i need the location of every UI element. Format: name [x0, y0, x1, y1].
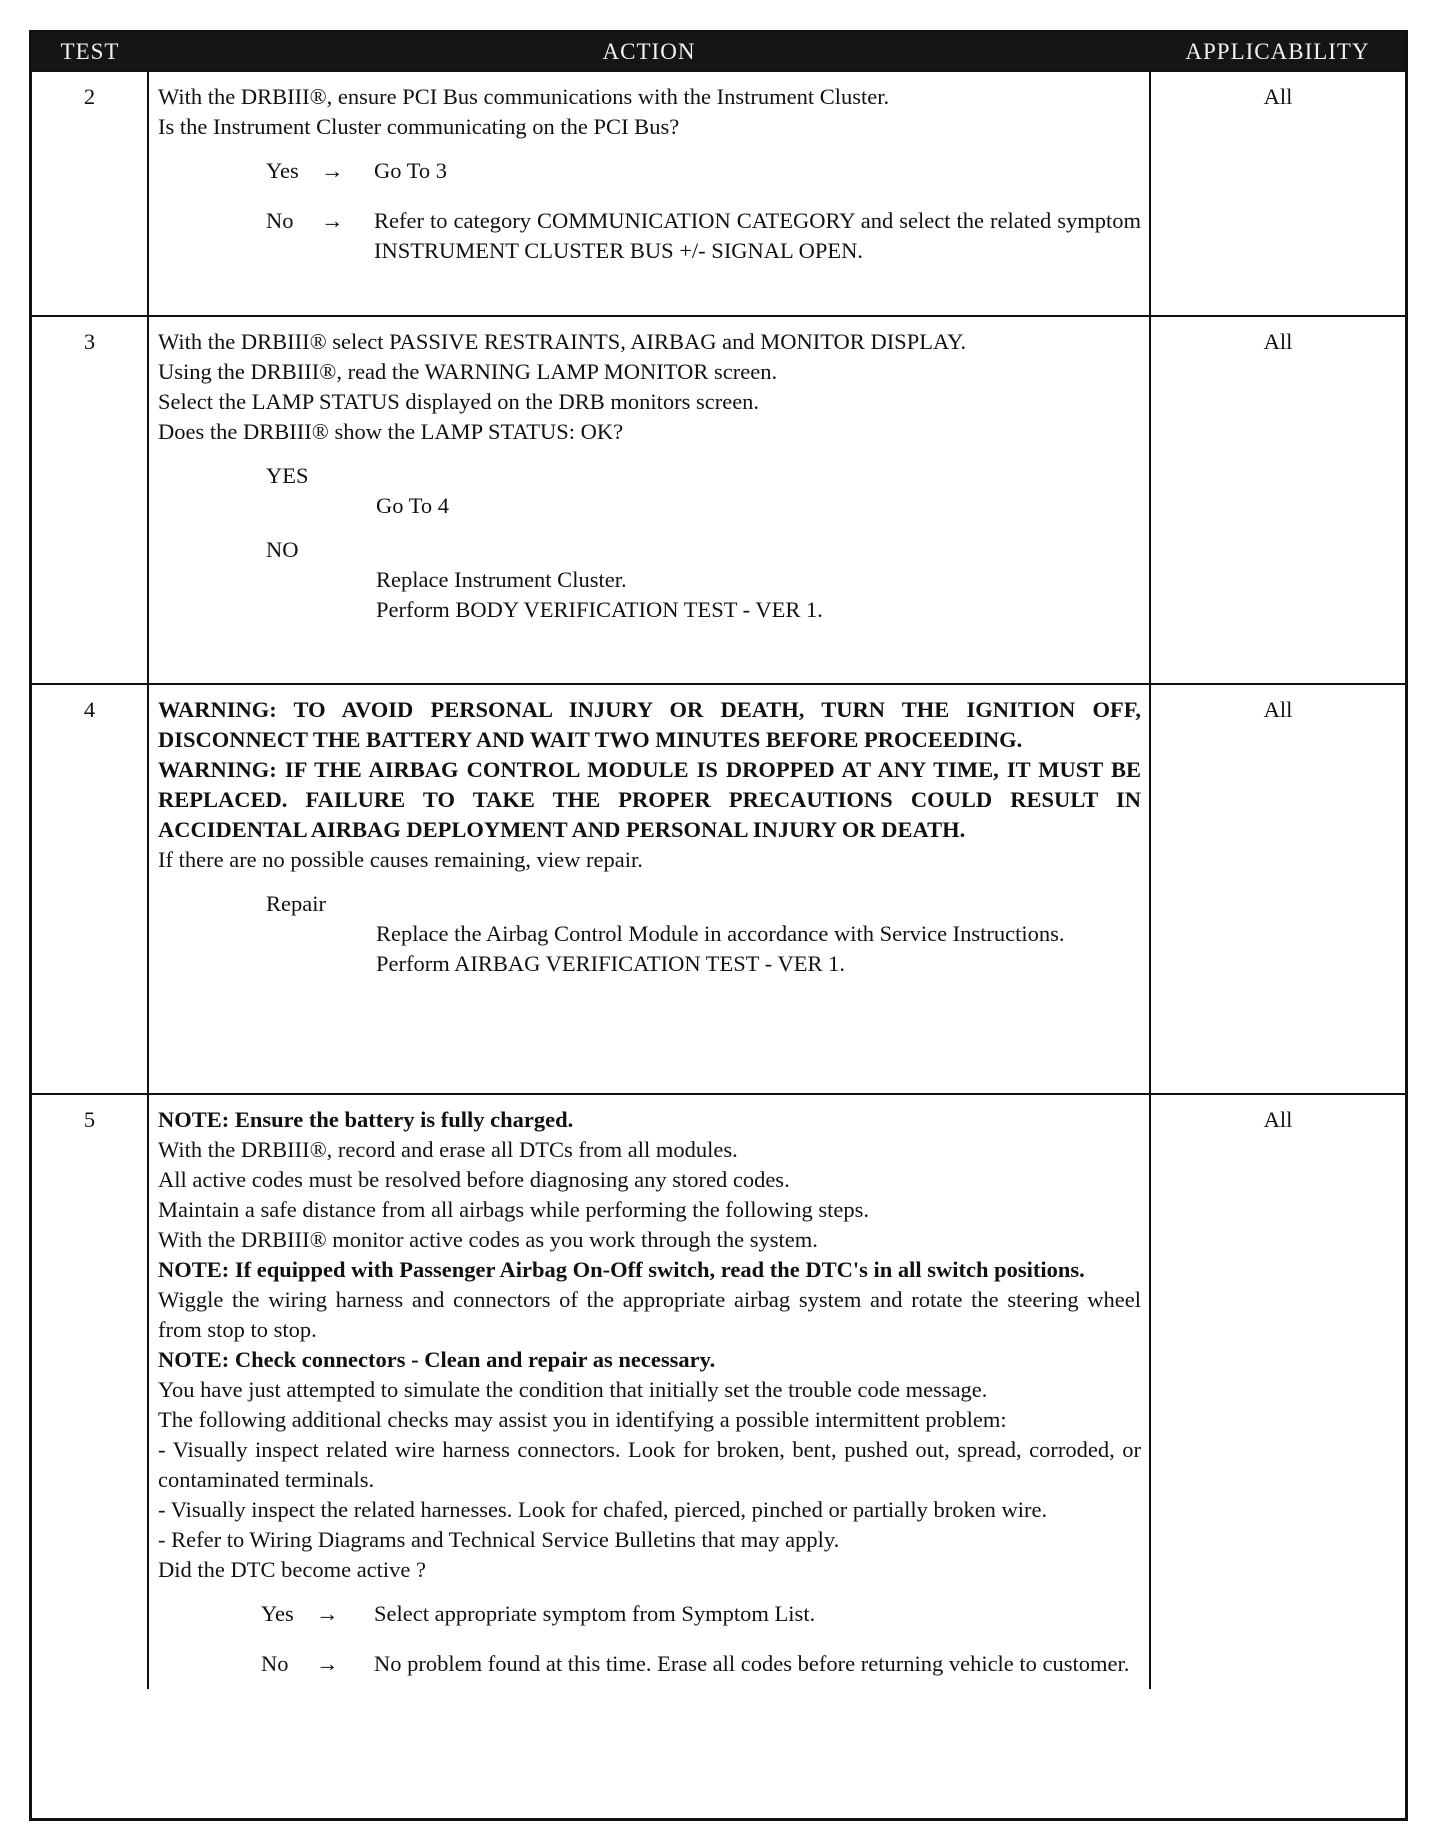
no-label: No [266, 208, 294, 233]
action-line: Maintain a safe distance from all airbags while performing the following steps. [158, 1197, 870, 1222]
table-row [32, 1094, 1405, 1689]
yes-text: Select appropriate symptom from Symptom List. [374, 1601, 816, 1626]
yes-text: Go To 4 [376, 493, 450, 518]
table-row [32, 684, 1405, 1094]
header-action: ACTION [148, 33, 1150, 71]
action-line: With the DRBIII®, ensure PCI Bus communications with the Instrument Cluster. [158, 84, 890, 109]
no-text: No problem found at this time. Erase all codes before returning vehicle to customer. [374, 1651, 1130, 1676]
action-line: - Visually inspect the related harnesses. Look for chafed, pierced, pinched or partially broken wire. [158, 1497, 1048, 1522]
applicability-value: All [1150, 1094, 1405, 1689]
yes-label: Yes [266, 158, 299, 183]
repair-label: Repair [266, 891, 326, 916]
table-row [32, 316, 1405, 684]
no-text-line: Replace Instrument Cluster. [376, 567, 627, 592]
no-text: Refer to category COMMUNICATION CATEGORY and select the related symptom INSTRUMENT CLUSTER BUS +/- SIGNAL OPEN. [374, 208, 1141, 263]
note-text: NOTE: Ensure the battery is fully charged. [158, 1107, 574, 1132]
action-line: If there are no possible causes remaining, view repair. [158, 847, 643, 872]
applicability-value: All [1150, 684, 1405, 1094]
action-line: All active codes must be resolved before diagnosing any stored codes. [158, 1167, 790, 1192]
no-text-line: Perform BODY VERIFICATION TEST - VER 1. [376, 597, 823, 622]
action-cell [148, 71, 1150, 316]
action-line: Did the DTC become active ? [158, 1557, 427, 1582]
table-header-row [32, 33, 1405, 71]
arrow-icon: → [316, 1601, 339, 1626]
arrow-icon: → [321, 208, 344, 233]
test-number: 3 [32, 316, 148, 684]
table-row [32, 71, 1405, 316]
action-line: You have just attempted to simulate the condition that initially set the trouble code message. [158, 1377, 988, 1402]
action-line: Wiggle the wiring harness and connectors of the appropriate airbag system and rotate the steering wheel from stop to stop. [158, 1287, 1141, 1342]
warning-text: WARNING: IF THE AIRBAG CONTROL MODULE IS DROPPED AT ANY TIME, IT MUST BE REPLACED. FAILURE TO TAKE THE PROPER PRECAUTIONS COULD RESULT IN ACCIDENTAL AIRBAG DEPLOYMENT AND PERSONAL INJURY OR DEATH. [158, 757, 1141, 842]
repair-text-line: Replace the Airbag Control Module in accordance with Service Instructions. [376, 921, 1065, 946]
repair-text-line: Perform AIRBAG VERIFICATION TEST - VER 1. [376, 951, 845, 976]
warning-text: WARNING: TO AVOID PERSONAL INJURY OR DEATH, TURN THE IGNITION OFF, DISCONNECT THE BATTERY AND WAIT TWO MINUTES BEFORE PROCEEDING. [158, 697, 1141, 752]
yes-option [158, 1599, 1141, 1629]
action-line: Does the DRBIII® show the LAMP STATUS: OK? [158, 419, 624, 444]
action-line: Select the LAMP STATUS displayed on the DRB monitors screen. [158, 389, 760, 414]
action-cell [148, 316, 1150, 684]
note-text: NOTE: If equipped with Passenger Airbag On-Off switch, read the DTC's in all switch positions. [158, 1257, 1085, 1282]
note-text: NOTE: Check connectors - Clean and repair as necessary. [158, 1347, 716, 1372]
action-line: With the DRBIII® monitor active codes as you work through the system. [158, 1227, 818, 1252]
action-line: The following additional checks may assist you in identifying a possible intermittent problem: [158, 1407, 1007, 1432]
diagnostic-table [32, 33, 1405, 1689]
diagnostic-table-frame [29, 30, 1408, 1821]
yes-text: Go To 3 [374, 158, 448, 183]
test-number: 2 [32, 71, 148, 316]
arrow-icon: → [316, 1651, 339, 1676]
yes-option [158, 156, 1141, 186]
no-option [158, 1649, 1141, 1679]
action-line: - Refer to Wiring Diagrams and Technical Service Bulletins that may apply. [158, 1527, 840, 1552]
no-option [158, 206, 1141, 266]
yes-label: YES [266, 463, 309, 488]
action-line: - Visually inspect related wire harness connectors. Look for broken, bent, pushed out, spread, corroded, or contaminated terminals. [158, 1437, 1141, 1492]
applicability-value: All [1150, 316, 1405, 684]
no-label: NO [266, 537, 299, 562]
action-line: With the DRBIII®, record and erase all DTCs from all modules. [158, 1137, 738, 1162]
yes-label: Yes [261, 1601, 294, 1626]
action-line: With the DRBIII® select PASSIVE RESTRAINTS, AIRBAG and MONITOR DISPLAY. [158, 329, 967, 354]
test-number: 4 [32, 684, 148, 1094]
action-line: Using the DRBIII®, read the WARNING LAMP MONITOR screen. [158, 359, 778, 384]
action-line: Is the Instrument Cluster communicating on the PCI Bus? [158, 114, 680, 139]
test-number: 5 [32, 1094, 148, 1689]
applicability-value: All [1150, 71, 1405, 316]
action-cell [148, 684, 1150, 1094]
header-test: TEST [32, 33, 148, 71]
arrow-icon: → [321, 158, 344, 183]
action-cell [148, 1094, 1150, 1689]
no-label: No [261, 1651, 289, 1676]
header-applicability: APPLICABILITY [1150, 33, 1405, 71]
